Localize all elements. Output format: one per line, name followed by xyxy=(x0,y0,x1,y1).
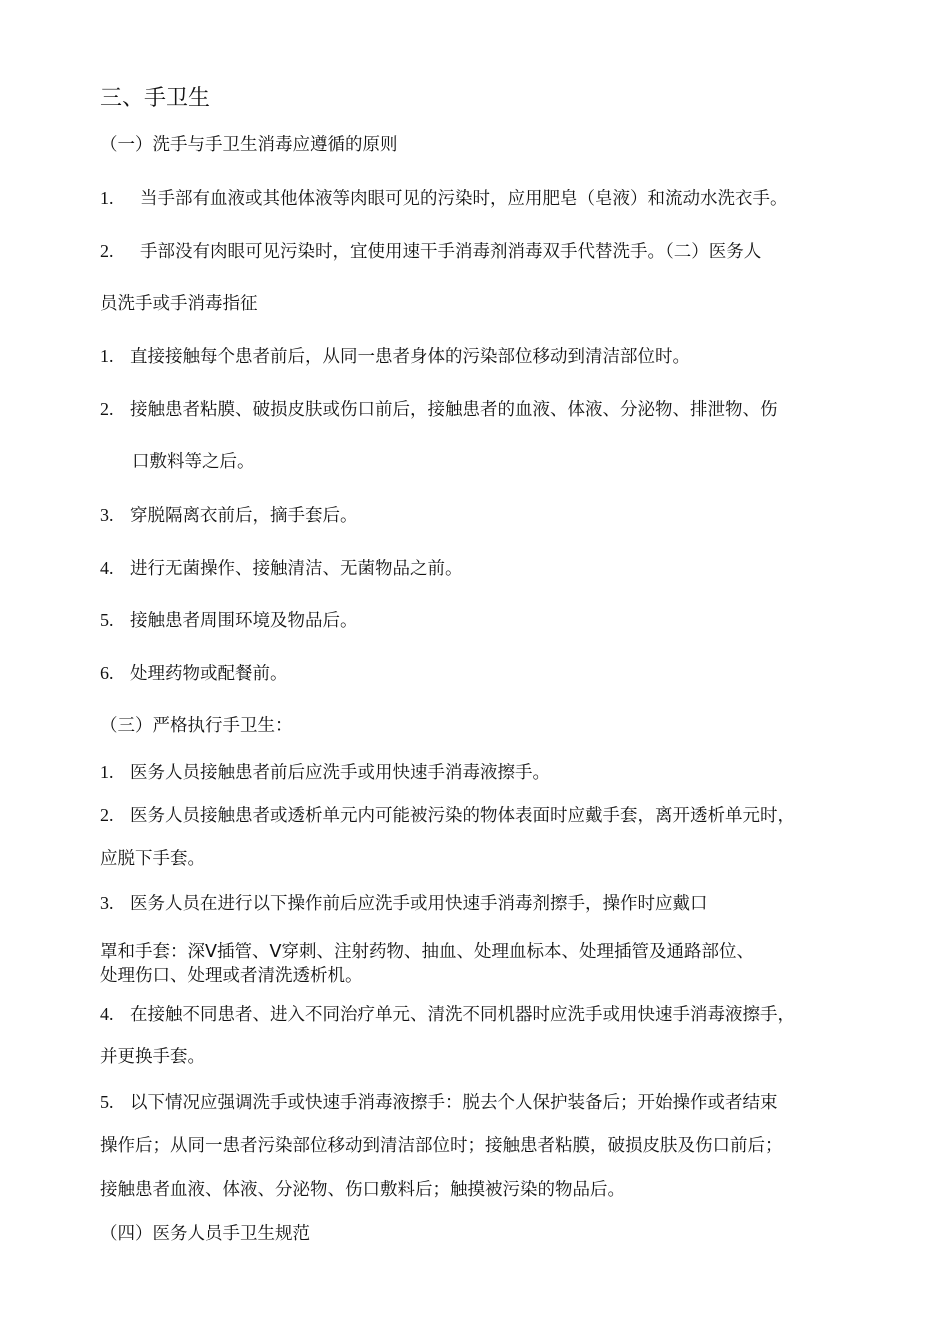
section-heading-4: （四）医务人员手卫生规范 xyxy=(100,1224,310,1244)
list-item xyxy=(100,1002,795,1027)
item-text-continued: 操作后；从同一患者污染部位移动到清洁部位时；接触患者粘膜，破损皮肤及伤口前后； xyxy=(100,1136,783,1156)
section-heading-3: （三）严格执行手卫生： xyxy=(100,716,293,736)
item-number: 6. xyxy=(100,663,114,683)
item-text: 医务人员接触患者前后应洗手或用快速手消毒液擦手。 xyxy=(130,763,550,783)
item-text: 直接接触每个患者前后，从同一患者身体的污染部位移动到清洁部位时。 xyxy=(130,347,690,367)
list-item xyxy=(100,503,358,528)
item-number: 2. xyxy=(100,805,114,825)
item-text-continued: 处理伤口、处理或者清洗透析机。 xyxy=(100,966,363,986)
item-number: 1. xyxy=(100,188,114,208)
item-number: 2. xyxy=(100,241,114,261)
item-text: 进行无菌操作、接触清洁、无菌物品之前。 xyxy=(130,559,463,579)
item-number: 5. xyxy=(100,610,114,630)
item-number: 5. xyxy=(100,1092,114,1112)
item-text: 以下情况应强调洗手或快速手消毒液擦手：脱去个人保护装备后；开始操作或者结束 xyxy=(130,1093,778,1113)
item-text: 手部没有肉眼可见污染时，宜使用速干手消毒剂消毒双手代替洗手。（二）医务人 xyxy=(140,242,762,262)
item-text: 接触患者粘膜、破损皮肤或伤口前后，接触患者的血液、体液、分泌物、排泄物、伤 xyxy=(130,400,778,420)
section-heading-1: （一）洗手与手卫生消毒应遵循的原则 xyxy=(100,135,398,155)
item-number: 4. xyxy=(100,558,114,578)
item-number: 3. xyxy=(100,505,114,525)
list-item xyxy=(100,803,795,828)
item-text-continued: 接触患者血液、体液、分泌物、伤口敷料后；触摸被污染的物品后。 xyxy=(100,1180,625,1200)
item-number: 1. xyxy=(100,762,114,782)
list-item xyxy=(100,891,708,916)
item-number: 1. xyxy=(100,346,114,366)
list-item xyxy=(100,661,288,686)
item-text: 医务人员在进行以下操作前后应洗手或用快速手消毒剂擦手，操作时应戴口 xyxy=(130,894,708,914)
list-item xyxy=(100,760,550,785)
item-number: 2. xyxy=(100,399,114,419)
page-title: 三、手卫生 xyxy=(100,86,211,111)
item-text: 在接触不同患者、进入不同治疗单元、清洗不同机器时应洗手或用快速手消毒液擦手， xyxy=(130,1005,795,1025)
section-heading-2-continued: 员洗手或手消毒指征 xyxy=(100,294,258,314)
list-item xyxy=(100,239,761,264)
item-number: 3. xyxy=(100,893,114,913)
item-text: 接触患者周围环境及物品后。 xyxy=(130,611,358,631)
item-text-continued: 口敷料等之后。 xyxy=(132,452,255,472)
item-text: 处理药物或配餐前。 xyxy=(130,664,288,684)
list-item xyxy=(100,608,358,633)
list-item xyxy=(100,344,690,369)
list-item xyxy=(100,556,463,581)
item-text: 医务人员接触患者或透析单元内可能被污染的物体表面时应戴手套，离开透析单元时， xyxy=(130,806,795,826)
item-text: 当手部有血液或其他体液等肉眼可见的污染时，应用肥皂（皂液）和流动水洗衣手。 xyxy=(140,189,788,209)
list-item xyxy=(100,397,778,422)
item-text-continued: 罩和手套：深Ⅴ插管、Ⅴ穿刺、注射药物、抽血、处理血标本、处理插管及通路部位、 xyxy=(100,942,754,962)
item-number: 4. xyxy=(100,1004,114,1024)
list-item xyxy=(100,186,788,211)
item-text-continued: 应脱下手套。 xyxy=(100,849,205,869)
list-item xyxy=(100,1090,778,1115)
item-text-continued: 并更换手套。 xyxy=(100,1047,205,1067)
item-text: 穿脱隔离衣前后，摘手套后。 xyxy=(130,506,358,526)
